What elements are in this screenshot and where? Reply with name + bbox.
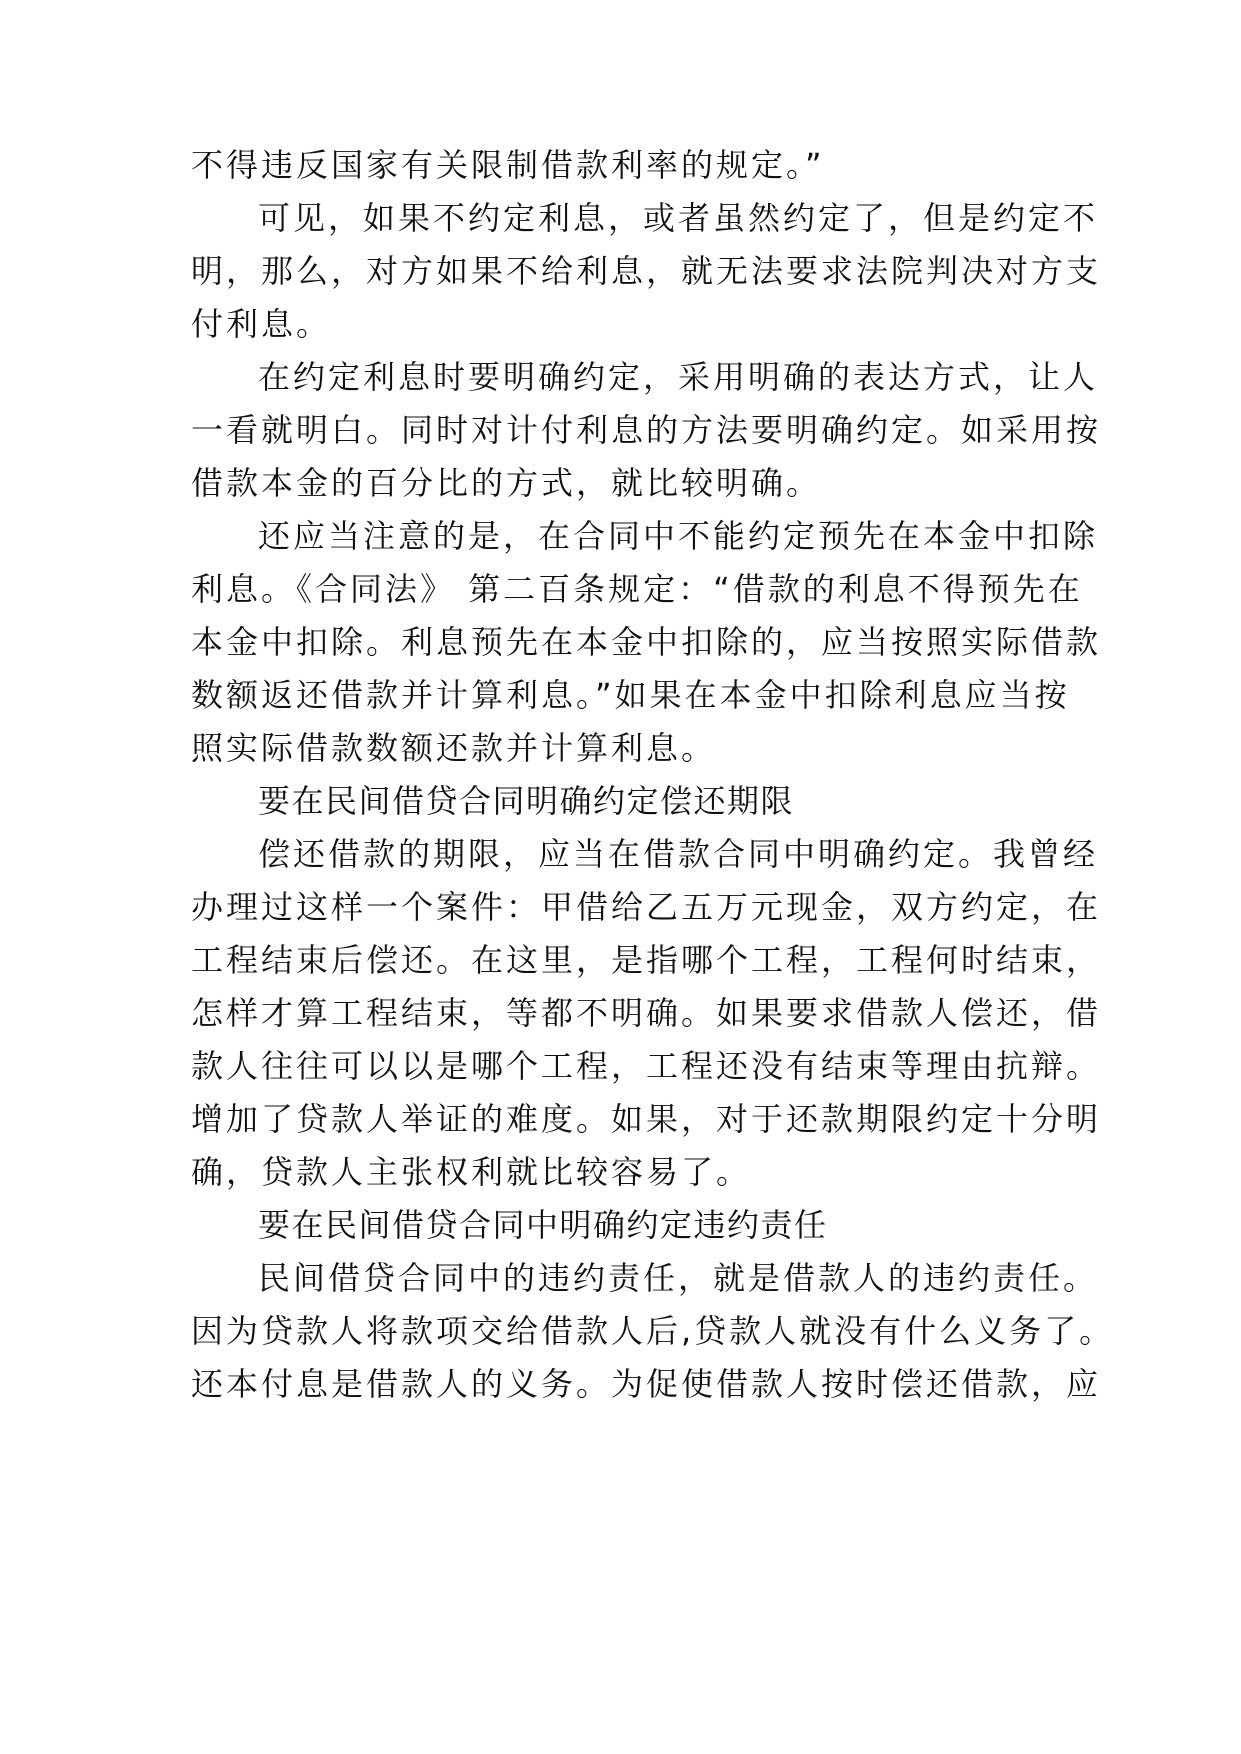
paragraph-first-line: 可见，如果不约定利息，或者虽然约定了，但是约定不: [258, 199, 1099, 237]
paragraph-first-line: 民间借贷合同中的违约责任，就是借款人的违约责任。: [258, 1259, 1099, 1297]
text-line: 工程结束后偿还。在这里，是指哪个工程，工程何时结束，: [191, 941, 1102, 979]
text-line: 办理过这样一个案件：甲借给乙五万元现金，双方约定，在: [191, 888, 1102, 926]
paragraph-first-line: 在约定利息时要明确约定，采用明确的表达方式，让人: [258, 358, 1099, 396]
text-line: 借款本金的百分比的方式，就比较明确。: [191, 464, 822, 502]
text-line: 付利息。: [191, 305, 332, 343]
text-line: 怎样才算工程结束，等都不明确。如果要求借款人偿还，借: [191, 994, 1102, 1032]
text-line: 明，那么，对方如果不给利息，就无法要求法院判决对方支: [191, 252, 1102, 290]
text-line: 因为贷款人将款项交给借款人后,贷款人就没有什么义务了。: [191, 1312, 1115, 1350]
paragraph-first-line: 还应当注意的是，在合同中不能约定预先在本金中扣除: [258, 517, 1099, 555]
text-line: 数额返还借款并计算利息。”如果在本金中扣除利息应当按: [191, 676, 1070, 714]
section-heading: 要在民间借贷合同明确约定偿还期限: [258, 782, 795, 820]
text-line: 确，贷款人主张权利就比较容易了。: [191, 1153, 752, 1191]
text-line: 照实际借款数额还款并计算利息。: [191, 729, 717, 767]
text-line: 一看就明白。同时对计付利息的方法要明确约定。如采用按: [191, 411, 1102, 449]
text-line: 还本付息是借款人的义务。为促使借款人按时偿还借款，应: [191, 1365, 1102, 1403]
text-line: 利息。《合同法》 第二百条规定：“借款的利息不得预先在: [191, 570, 1083, 608]
text-line: 本金中扣除。利息预先在本金中扣除的，应当按照实际借款: [191, 623, 1102, 661]
text-line: 不得违反国家有关限制借款利率的规定。”: [191, 146, 825, 184]
text-line: 增加了贷款人举证的难度。如果，对于还款期限约定十分明: [191, 1100, 1102, 1138]
text-line: 款人往往可以以是哪个工程，工程还没有结束等理由抗辩。: [191, 1047, 1102, 1085]
paragraph-first-line: 偿还借款的期限，应当在借款合同中明确约定。我曾经: [258, 835, 1099, 873]
section-heading: 要在民间借贷合同中明确约定违约责任: [258, 1206, 828, 1244]
